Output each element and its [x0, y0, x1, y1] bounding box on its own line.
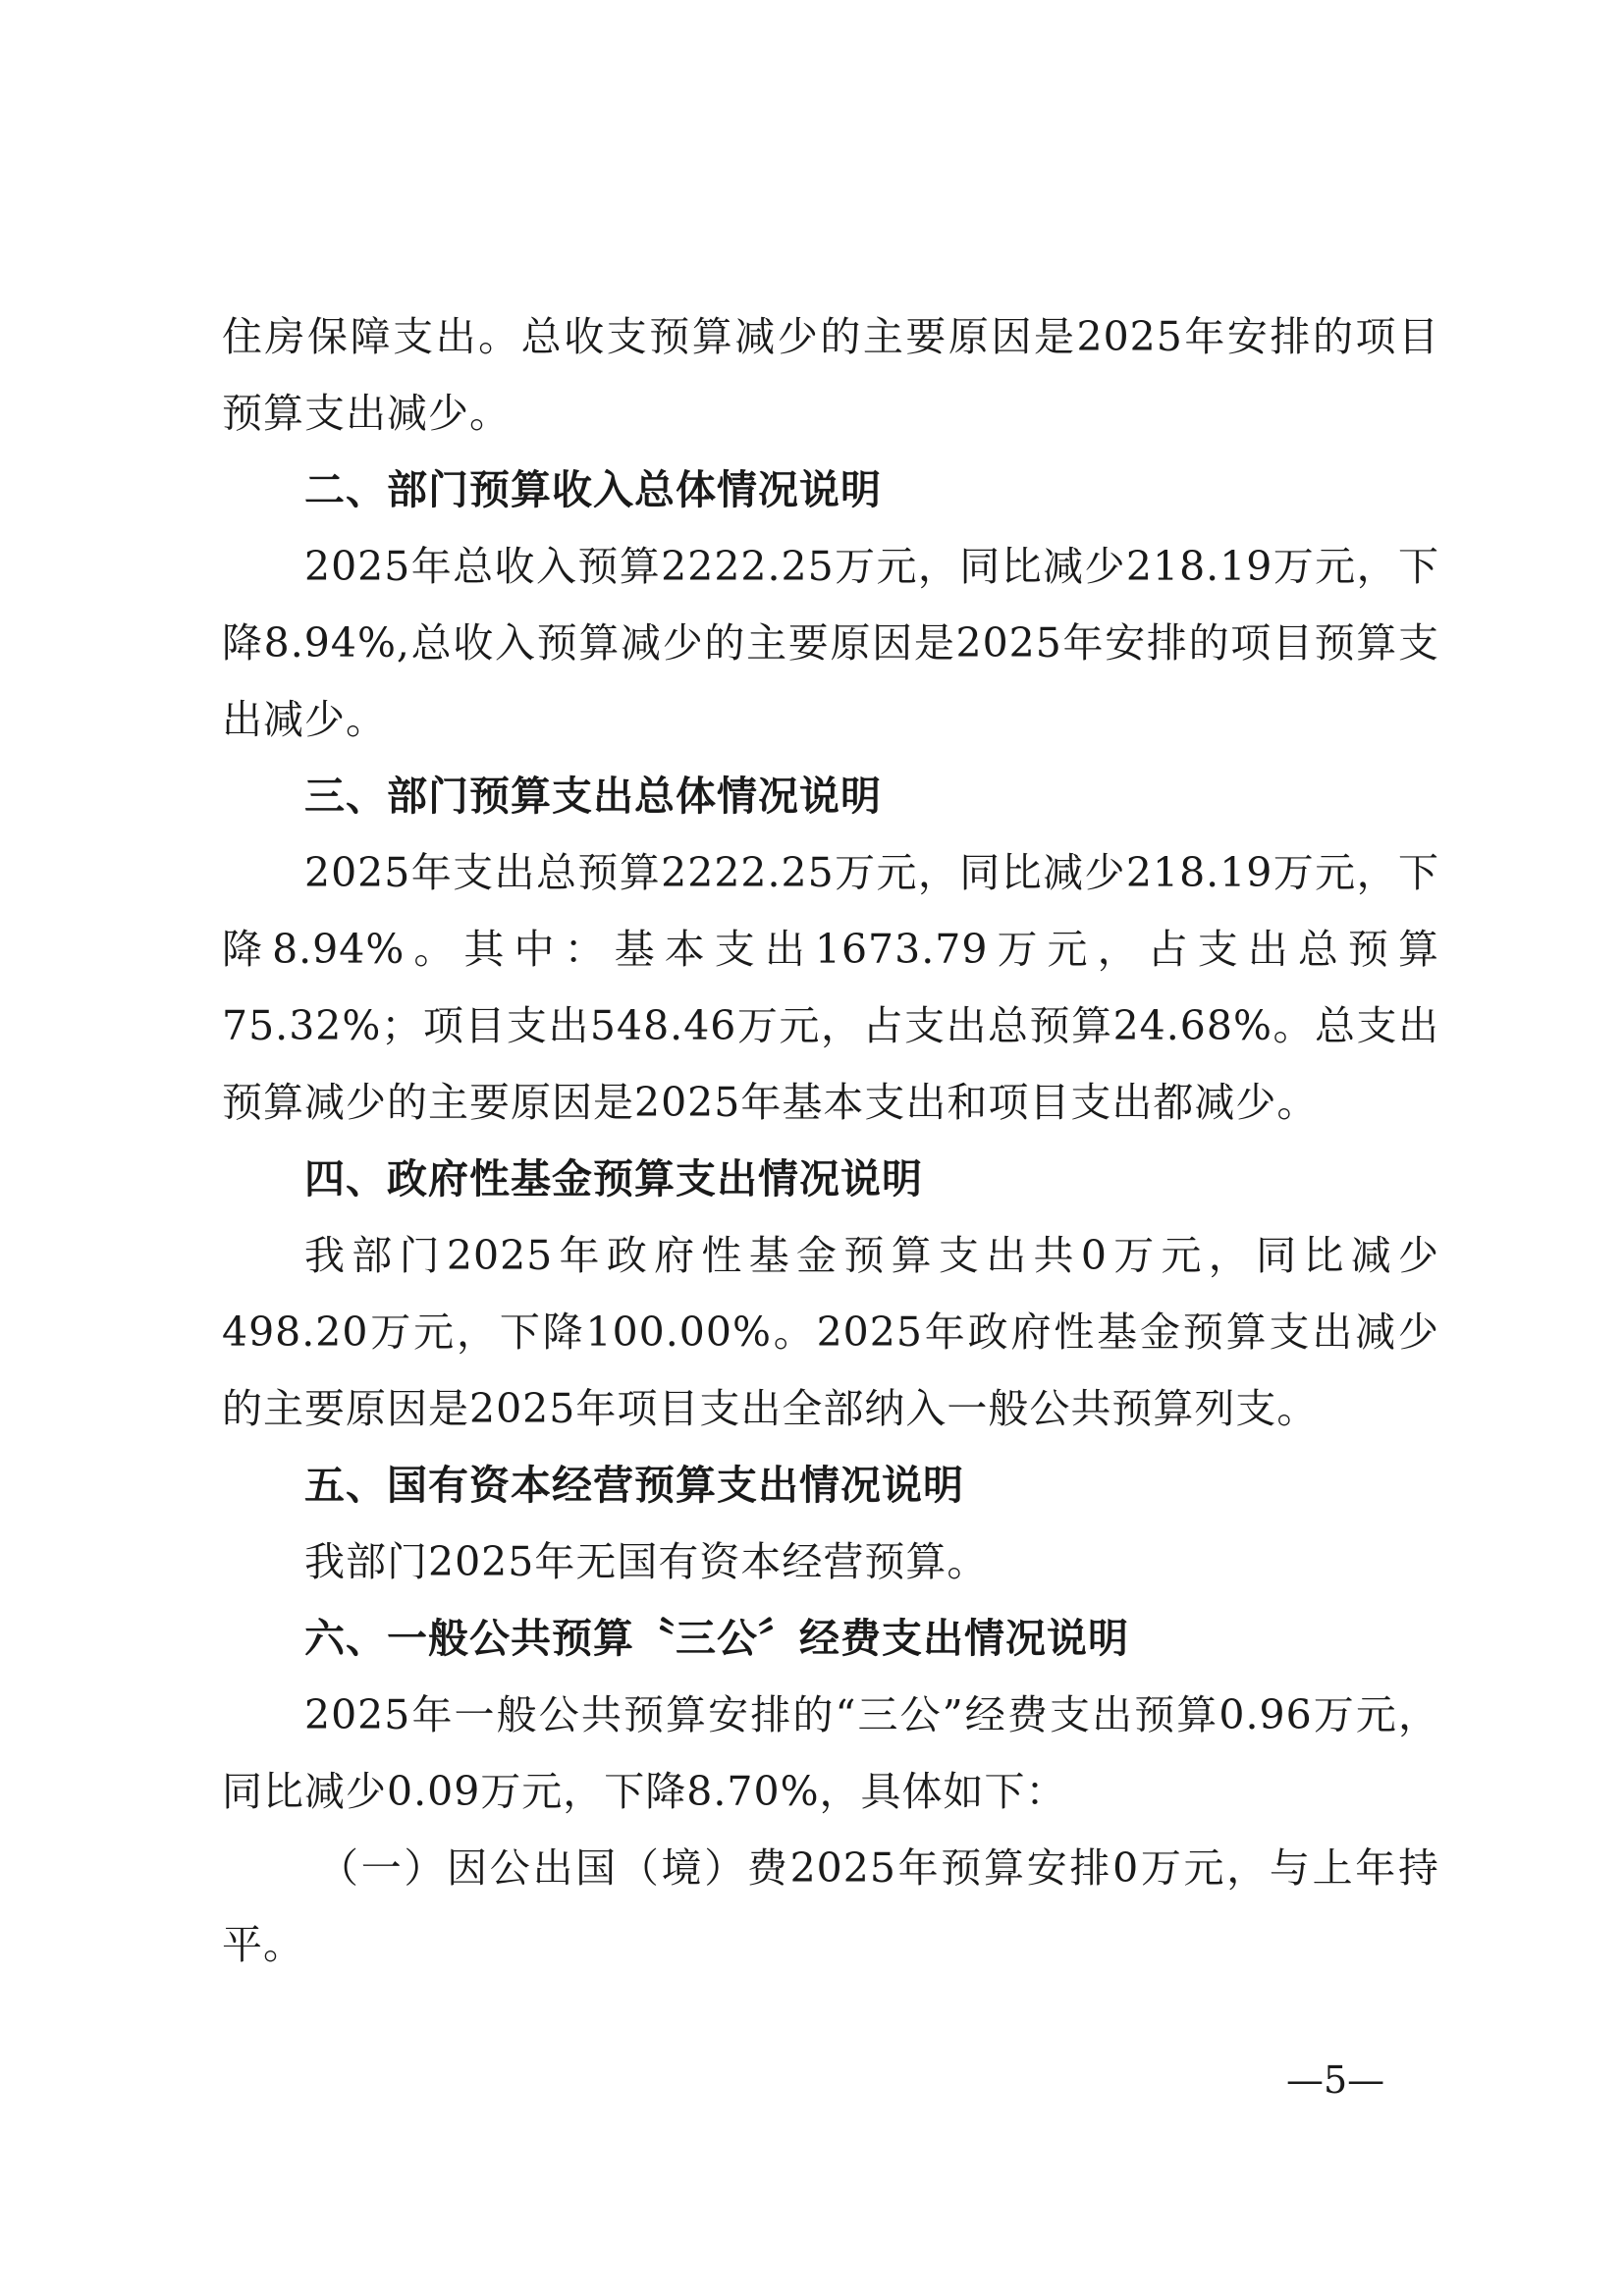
paragraph-overseas-travel: （一）因公出国（境）费2025年预算安排0万元，与上年持平。 [222, 1844, 1439, 1968]
heading-expenditure-overview: 三、部门预算支出总体情况说明 [304, 773, 882, 820]
heading-three-public-expenses: 六、一般公共预算〝三公〞经费支出情况说明 [304, 1615, 1129, 1662]
paragraph-revenue-overview: 2025年总收入预算2222.25万元，同比减少218.19万元，下降8.94%,总收入预算减少的主要原因是2025年安排的项目预算支出减少。 [222, 543, 1439, 743]
heading-state-capital: 五、国有资本经营预算支出情况说明 [304, 1462, 964, 1509]
heading-government-fund: 四、政府性基金预算支出情况说明 [304, 1155, 923, 1202]
heading-revenue-overview: 二、部门预算收入总体情况说明 [304, 466, 882, 513]
paragraph-three-public-expenses: 2025年一般公共预算安排的“三公”经费支出预算0.96万元，同比减少0.09万元，下降8.70%，具体如下： [222, 1691, 1439, 1815]
paragraph-government-fund: 我部门2025年政府性基金预算支出共0万元，同比减少498.20万元，下降100.00%。2025年政府性基金预算支出减少的主要原因是2025年项目支出全部纳入一般公共预算列支。 [222, 1232, 1439, 1432]
paragraph-state-capital: 我部门2025年无国有资本经营预算。 [304, 1538, 989, 1585]
paragraph-expenditure-overview: 2025年支出总预算2222.25万元，同比减少218.19万元，下降8.94%。其中：基本支出1673.79万元，占支出总预算75.32%；项目支出548.46万元，占支出总预算24.68%。总支出预算减少的主要原因是2025年基本支出和项目支出都减少。 [222, 849, 1439, 1126]
document-body [222, 298, 1439, 1983]
page-number: —5— [1286, 2058, 1385, 2102]
paragraph-housing-continuation: 住房保障支出。总收支预算减少的主要原因是2025年安排的项目预算支出减少。 [222, 313, 1439, 437]
